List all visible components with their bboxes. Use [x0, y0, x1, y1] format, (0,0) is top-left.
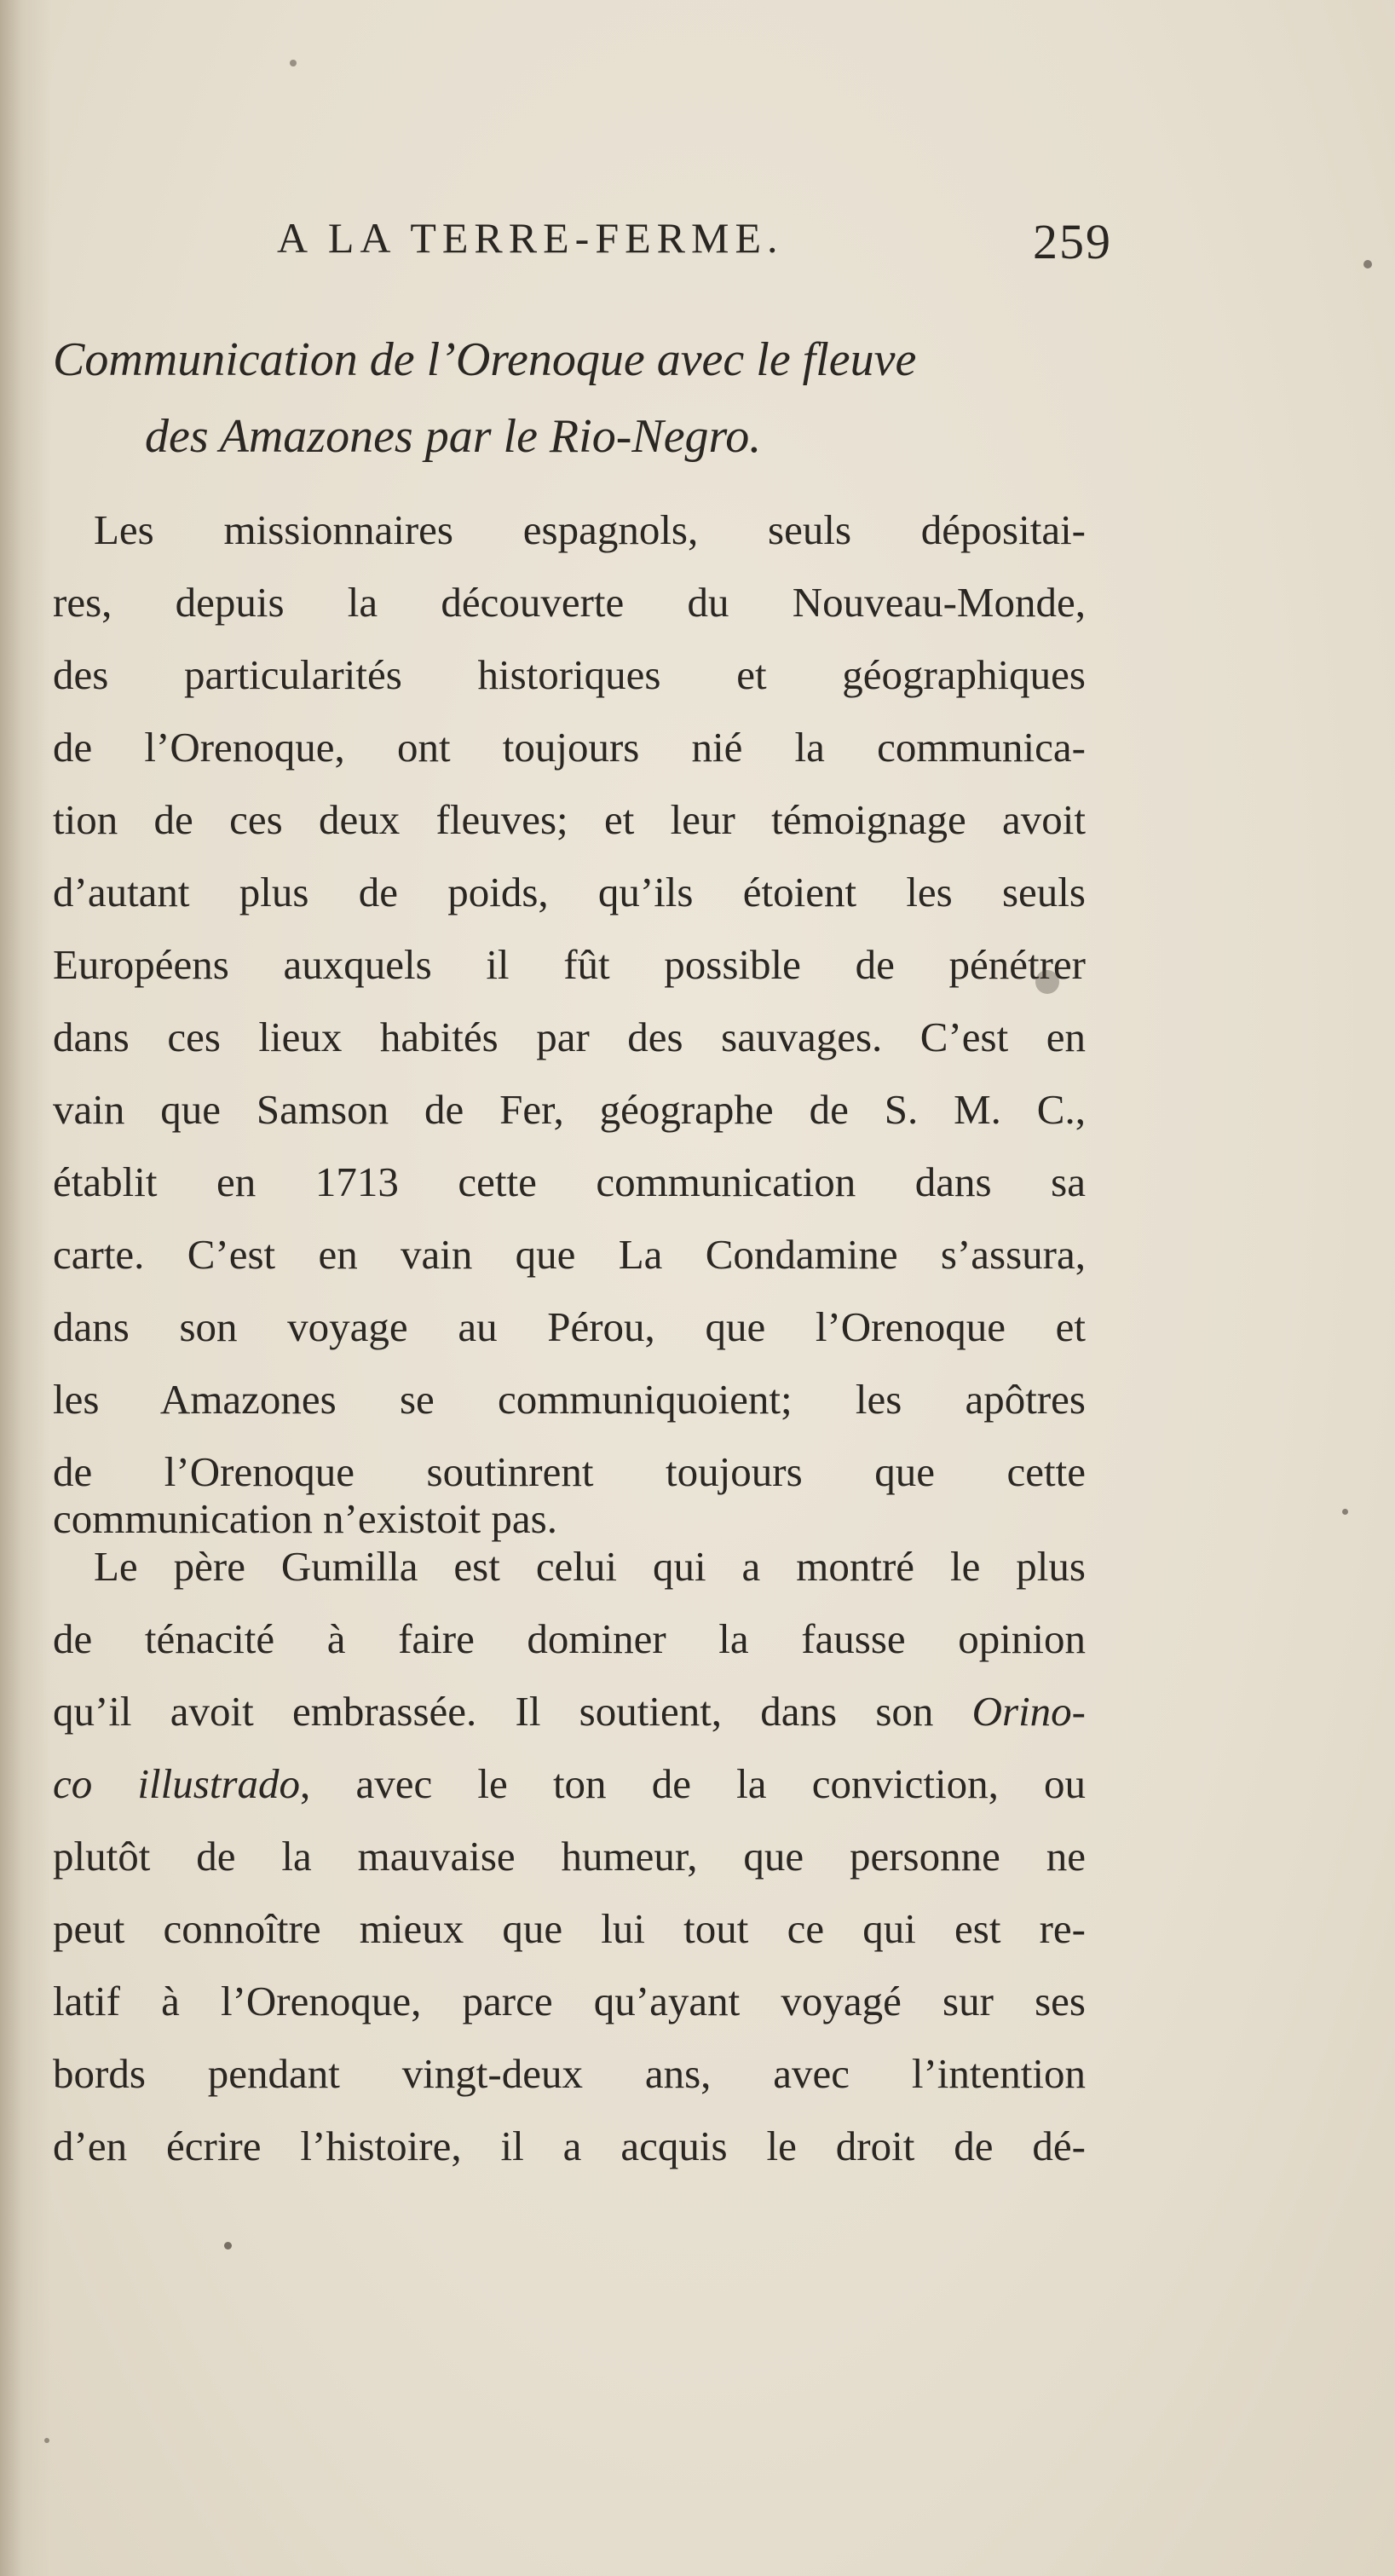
paper-stain: [1035, 970, 1059, 994]
text-line: Européens auxquels il fût possible de pénétrer: [53, 941, 1086, 988]
paper-speck: [1342, 1509, 1348, 1515]
section-title-line-1: Communication de l’Orenoque avec le fleuve: [53, 333, 917, 386]
text-line: de l’Orenoque soutinrent toujours que cette: [53, 1448, 1086, 1495]
text-line: de l’Orenoque, ont toujours nié la communica-: [53, 724, 1086, 771]
text-line: dans ces lieux habités par des sauvages. C’est en: [53, 1014, 1086, 1060]
text-line: d’autant plus de poids, qu’ils étoient les seuls: [53, 869, 1086, 915]
page-gutter-shadow: [0, 0, 51, 2576]
text-line: les Amazones se communiquoient; les apôtres: [53, 1376, 1086, 1423]
text-line: communication n’existoit pas.: [53, 1495, 557, 1542]
section-title-line-2: des Amazones par le Rio-Negro.: [145, 410, 762, 463]
text-line: [53, 1759, 1086, 1810]
text-line: peut connoître mieux que lui tout ce qui est re-: [53, 1905, 1086, 1952]
text-line: de ténacité à faire dominer la fausse opinion: [53, 1615, 1086, 1662]
text-line: Le père Gumilla est celui qui a montré le plus: [94, 1543, 1086, 1590]
paper-speck: [290, 60, 297, 66]
text-line: établit en 1713 cette communication dans sa: [53, 1158, 1086, 1205]
text-line: latif à l’Orenoque, parce qu’ayant voyagé sur ses: [53, 1978, 1086, 2024]
paper-speck: [1363, 260, 1372, 269]
text-line: vain que Samson de Fer, géographe de S. M. C.,: [53, 1086, 1086, 1133]
text-line: [53, 1686, 1086, 1737]
text-line: tion de ces deux fleuves; et leur témoignage avoit: [53, 796, 1086, 843]
book-title-italic: Orino-: [971, 1688, 1086, 1735]
text-line: dans son voyage au Pérou, que l’Orenoque et: [53, 1303, 1086, 1350]
text-line: bords pendant vingt-deux ans, avec l’intention: [53, 2050, 1086, 2097]
text-line: d’en écrire l’histoire, il a acquis le droit de dé-: [53, 2123, 1086, 2169]
page-number: 259: [1033, 214, 1112, 269]
text-run: , avec le ton de la conviction, ou: [300, 1760, 1087, 1807]
text-run: qu’il avoit embrassée. Il soutient, dans son: [53, 1688, 972, 1735]
text-line: des particularités historiques et géographiques: [53, 651, 1086, 698]
paper-speck: [224, 2242, 232, 2250]
text-line: res, depuis la découverte du Nouveau-Monde,: [53, 579, 1086, 626]
text-line: carte. C’est en vain que La Condamine s’assura,: [53, 1231, 1086, 1278]
running-head: A LA TERRE-FERME.: [277, 214, 784, 262]
page-header: [277, 213, 1112, 281]
text-line: plutôt de la mauvaise humeur, que personne ne: [53, 1833, 1086, 1880]
paper-speck: [44, 2438, 49, 2443]
book-title-italic: co illustrado: [53, 1760, 301, 1807]
text-line: Les missionnaires espagnols, seuls dépositai-: [94, 506, 1086, 553]
